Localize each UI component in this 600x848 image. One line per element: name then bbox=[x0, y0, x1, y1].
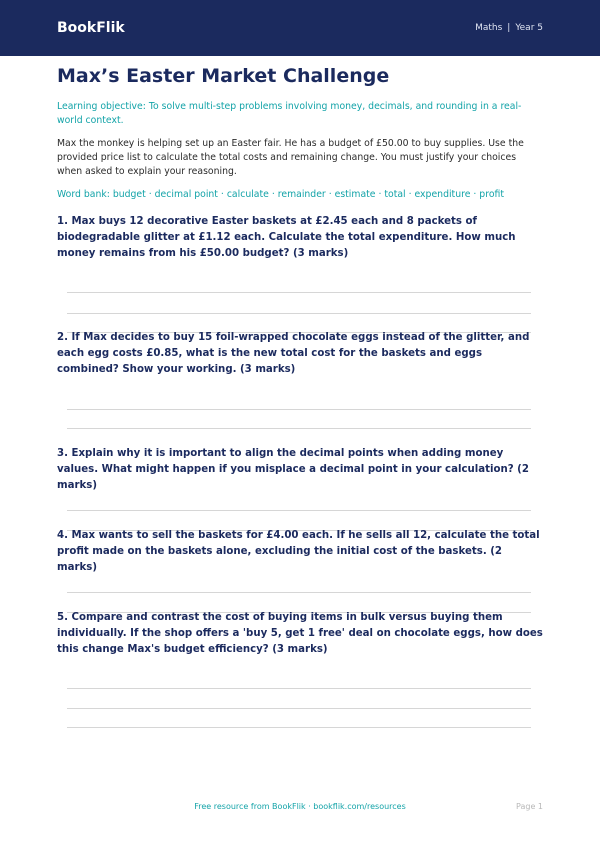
year-label: Year 5 bbox=[515, 23, 543, 33]
subject-label: Maths bbox=[475, 23, 503, 33]
question-5: 5. Compare and contrast the cost of buying items in bulk versus buying them individually. If the shop offers a 'buy 5, get 1 free' deal on chocolate eggs, how does this change Max's budget efficiency? (3 marks) bbox=[57, 612, 543, 655]
footer-credit[interactable]: Free resource from BookFlik · bookflik.com/resources bbox=[194, 802, 406, 811]
word-bank: Word bank: budget · decimal point · calculate · remainder · estimate · total · expenditure · profit bbox=[57, 189, 505, 200]
subject-year-label bbox=[475, 23, 543, 33]
intro-paragraph: Max the monkey is helping set up an Easter fair. He has a budget of £50.00 to buy supplies. Use the provided price list to calculate the total costs and remaining change. You must justify your choices when asked to explain your reasoning. bbox=[57, 138, 524, 177]
answer-line[interactable] bbox=[67, 708, 531, 709]
answer-line[interactable] bbox=[67, 313, 531, 314]
answer-line[interactable] bbox=[67, 292, 531, 293]
brand-logo-text[interactable]: BookFlik bbox=[57, 20, 125, 36]
answer-line[interactable] bbox=[67, 592, 531, 593]
answer-line[interactable] bbox=[67, 727, 531, 728]
question-4: 4. Max wants to sell the baskets for £4.00 each. If he sells all 12, calculate the total profit made on the baskets alone, excluding the initial cost of the baskets. (2 marks) bbox=[57, 530, 540, 573]
answer-line[interactable] bbox=[67, 510, 531, 511]
answer-line[interactable] bbox=[67, 428, 531, 429]
answer-line[interactable] bbox=[67, 409, 531, 410]
page-header bbox=[0, 0, 600, 56]
worksheet-title: Max’s Easter Market Challenge bbox=[57, 65, 390, 87]
question-1: 1. Max buys 12 decorative Easter baskets at £2.45 each and 8 packets of biodegradable glitter at £1.12 each. Calculate the total expenditure. How much money remains from his £50.00 budget? (3 marks) bbox=[57, 216, 516, 259]
worksheet-intro bbox=[57, 64, 543, 202]
answer-line[interactable] bbox=[67, 688, 531, 689]
question-2: 2. If Max decides to buy 15 foil-wrapped chocolate eggs instead of the glitter, and each egg costs £0.85, what is the new total cost for the baskets and eggs combined? Show your working. (3 marks) bbox=[57, 332, 530, 375]
learning-objective: Learning objective: To solve multi-step problems involving money, decimals, and rounding in a real-world context. bbox=[57, 101, 522, 126]
meta-separator: | bbox=[507, 23, 511, 33]
page-number: Page 1 bbox=[516, 802, 543, 811]
question-3: 3. Explain why it is important to align the decimal points when adding money values. What might happen if you misplace a decimal point in your calculation? (2 marks) bbox=[57, 448, 529, 491]
